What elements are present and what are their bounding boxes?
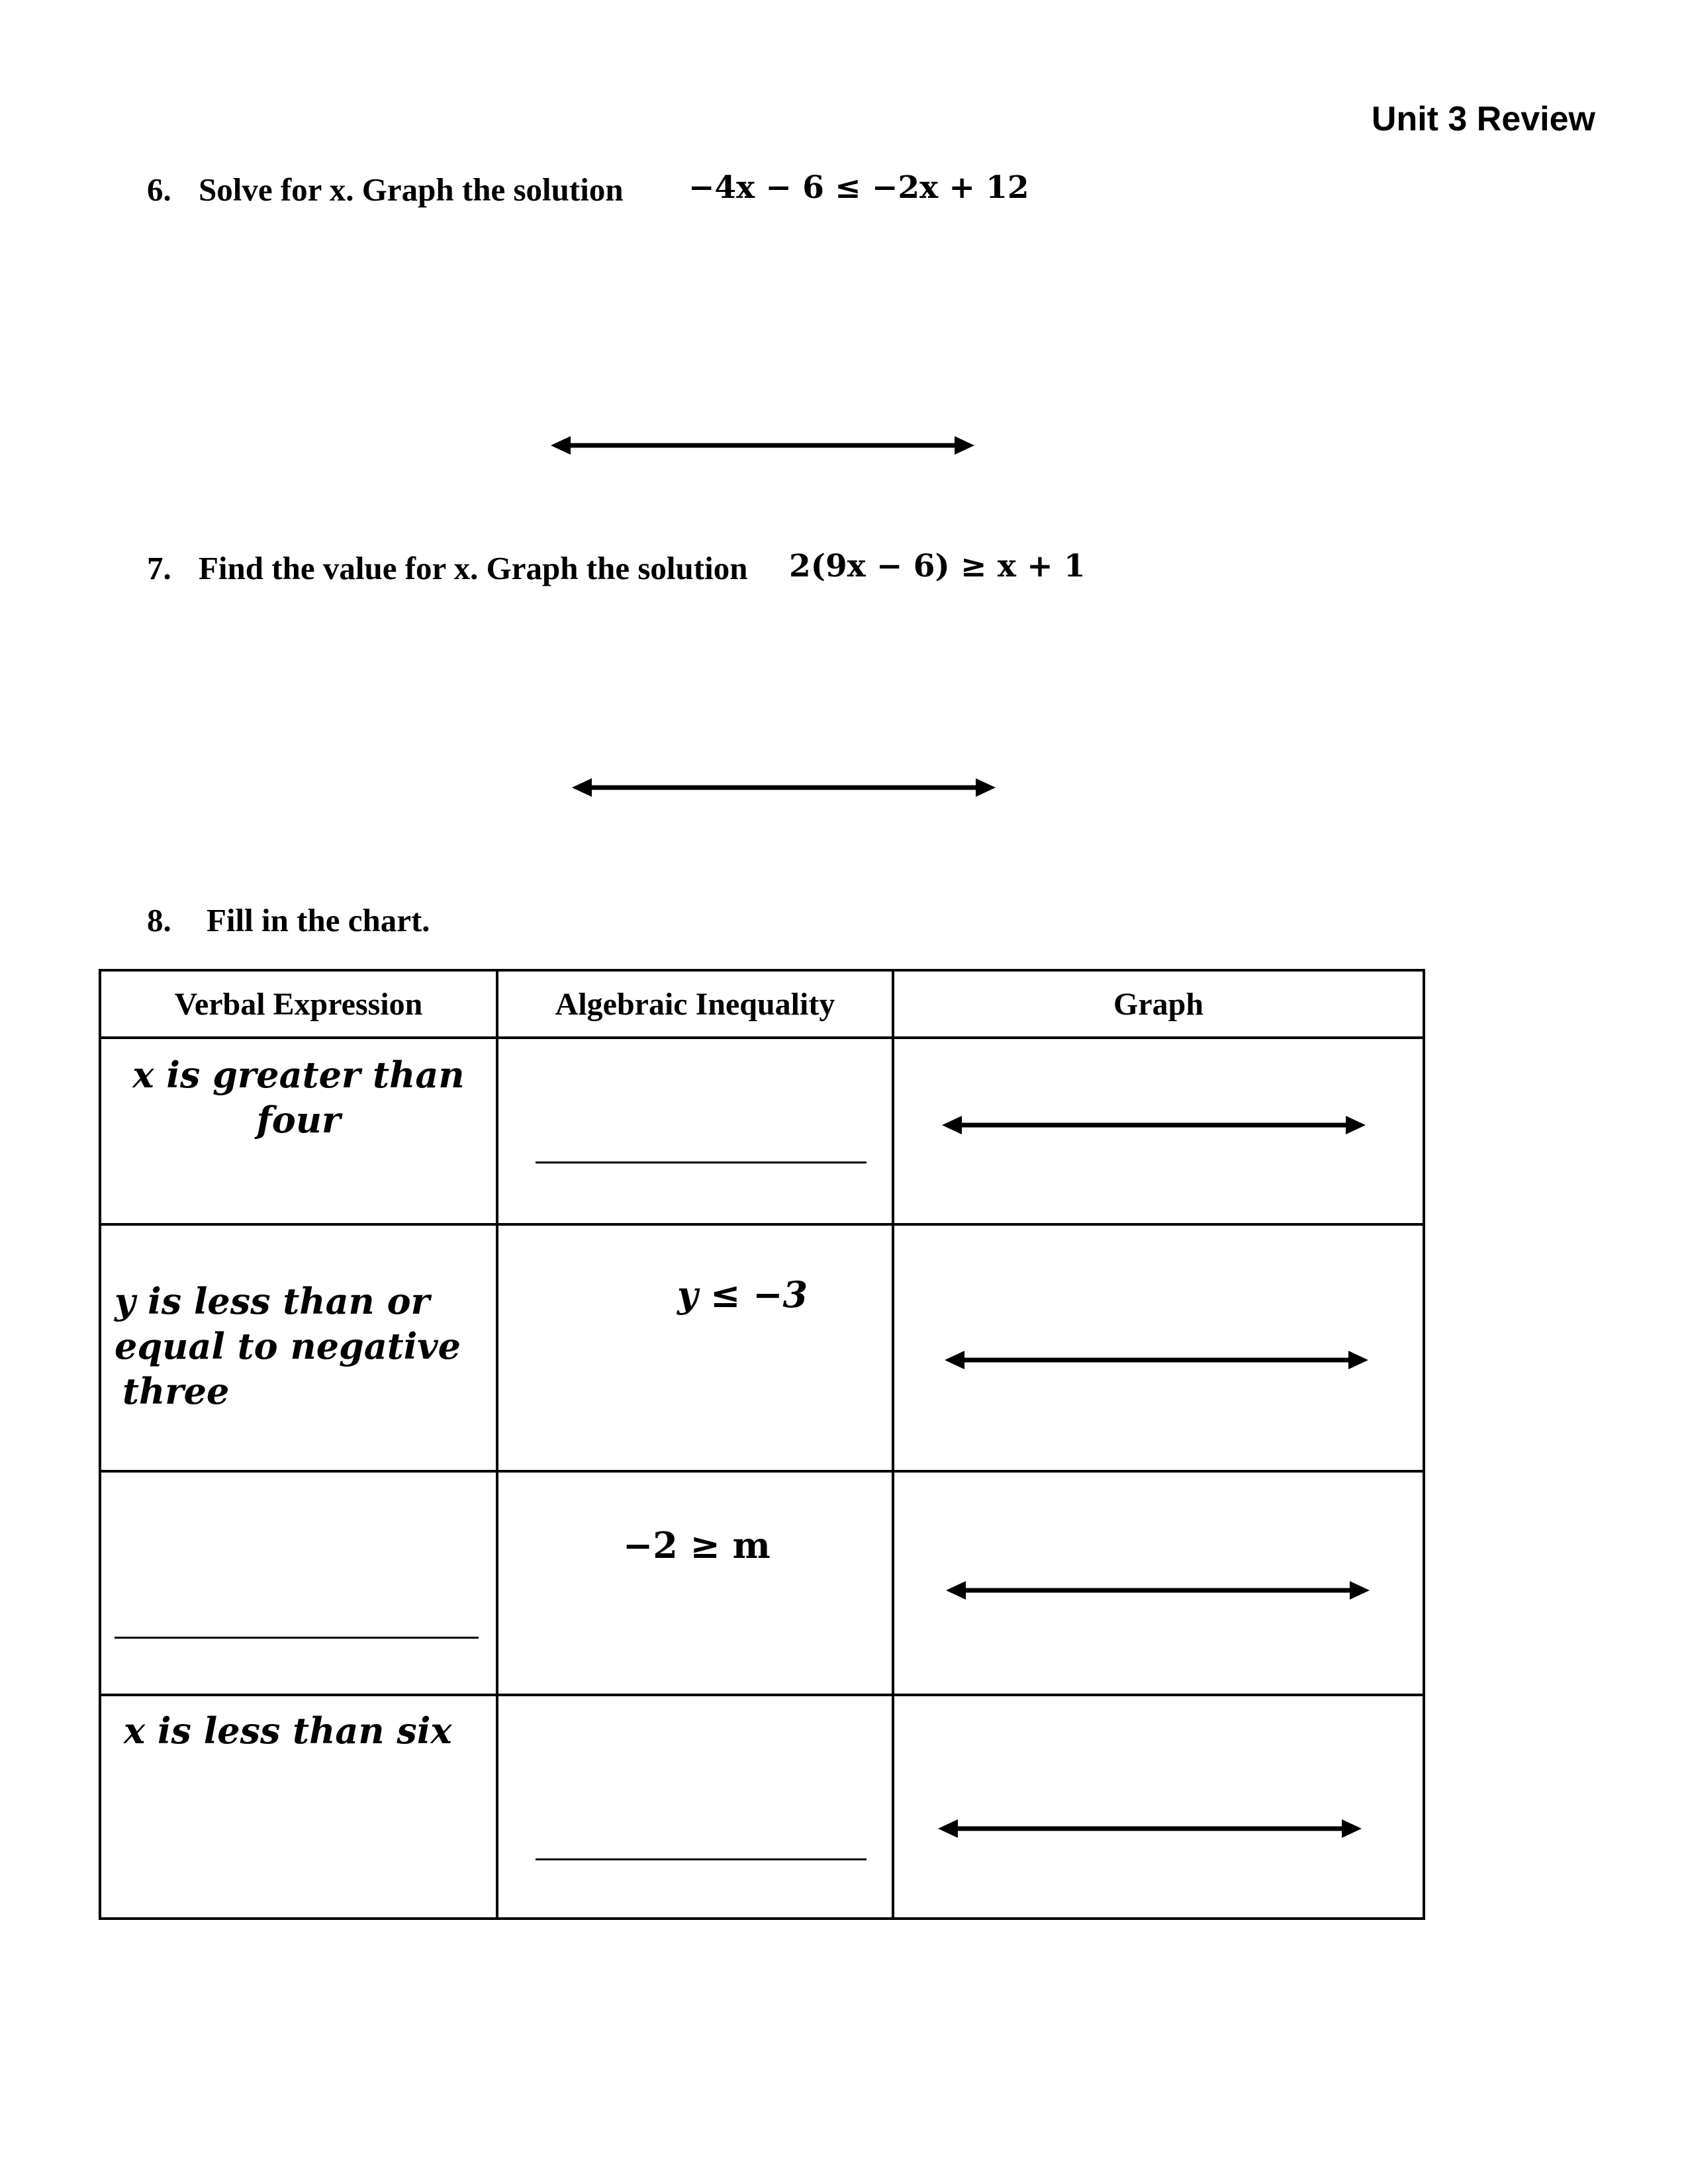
inequality-cell[interactable] xyxy=(497,1038,893,1224)
number-line[interactable] xyxy=(551,433,974,457)
question-number: 8. xyxy=(147,902,171,938)
inequality-cell xyxy=(497,1224,893,1471)
answer-blank[interactable] xyxy=(536,1161,867,1163)
inequality-value: y ≤ −3 xyxy=(677,1273,808,1316)
verbal-expression xyxy=(115,1279,461,1414)
verbal-cell xyxy=(100,1695,497,1919)
verbal-line: three xyxy=(122,1370,230,1412)
answer-blank[interactable] xyxy=(536,1858,867,1860)
inequality-chart xyxy=(99,969,1425,1920)
question-number: 7. xyxy=(147,550,171,586)
graph-cell xyxy=(893,1695,1424,1919)
verbal-line: y is less than or xyxy=(115,1280,430,1322)
verbal-expression: x is less than six xyxy=(124,1709,452,1752)
column-header: Algebraic Inequality xyxy=(497,970,893,1038)
question-prompt: Fill in the chart. xyxy=(207,902,430,938)
question-prompt: Solve for x. Graph the solution xyxy=(199,171,624,208)
question-6 xyxy=(147,171,624,208)
question-number: 6. xyxy=(147,171,171,208)
graph-cell xyxy=(893,1224,1424,1471)
question-6-expression: −4x − 6 ≤ −2x + 12 xyxy=(688,169,1029,206)
table-row xyxy=(100,1695,1424,1919)
inequality-value: −2 ≥ m xyxy=(623,1524,771,1567)
graph-cell xyxy=(893,1471,1424,1695)
graph-cell xyxy=(893,1038,1424,1224)
answer-blank[interactable] xyxy=(115,1637,479,1639)
verbal-cell xyxy=(100,1038,497,1224)
verbal-expression xyxy=(101,1052,496,1142)
page-title: Unit 3 Review xyxy=(1371,100,1595,138)
verbal-line: four xyxy=(256,1099,341,1141)
question-prompt: Find the value for x. Graph the solution xyxy=(199,550,748,586)
verbal-cell xyxy=(100,1224,497,1471)
verbal-line: x is greater than xyxy=(132,1054,465,1096)
verbal-cell[interactable] xyxy=(100,1471,497,1695)
question-7 xyxy=(147,549,747,587)
table-row xyxy=(100,1224,1424,1471)
inequality-cell[interactable] xyxy=(497,1695,893,1919)
number-line[interactable] xyxy=(946,1578,1370,1606)
number-line[interactable] xyxy=(945,1348,1368,1375)
question-8 xyxy=(147,901,430,939)
table-row xyxy=(100,1038,1424,1224)
inequality-cell xyxy=(497,1471,893,1695)
question-7-expression: 2(9x − 6) ≥ x + 1 xyxy=(789,548,1086,584)
chart-header-row xyxy=(100,970,1424,1038)
verbal-line: equal to negative xyxy=(115,1325,461,1367)
number-line[interactable] xyxy=(572,776,996,799)
column-header: Graph xyxy=(893,970,1424,1038)
column-header: Verbal Expression xyxy=(100,970,497,1038)
number-line[interactable] xyxy=(938,1817,1362,1844)
table-row xyxy=(100,1471,1424,1695)
number-line[interactable] xyxy=(942,1113,1366,1140)
